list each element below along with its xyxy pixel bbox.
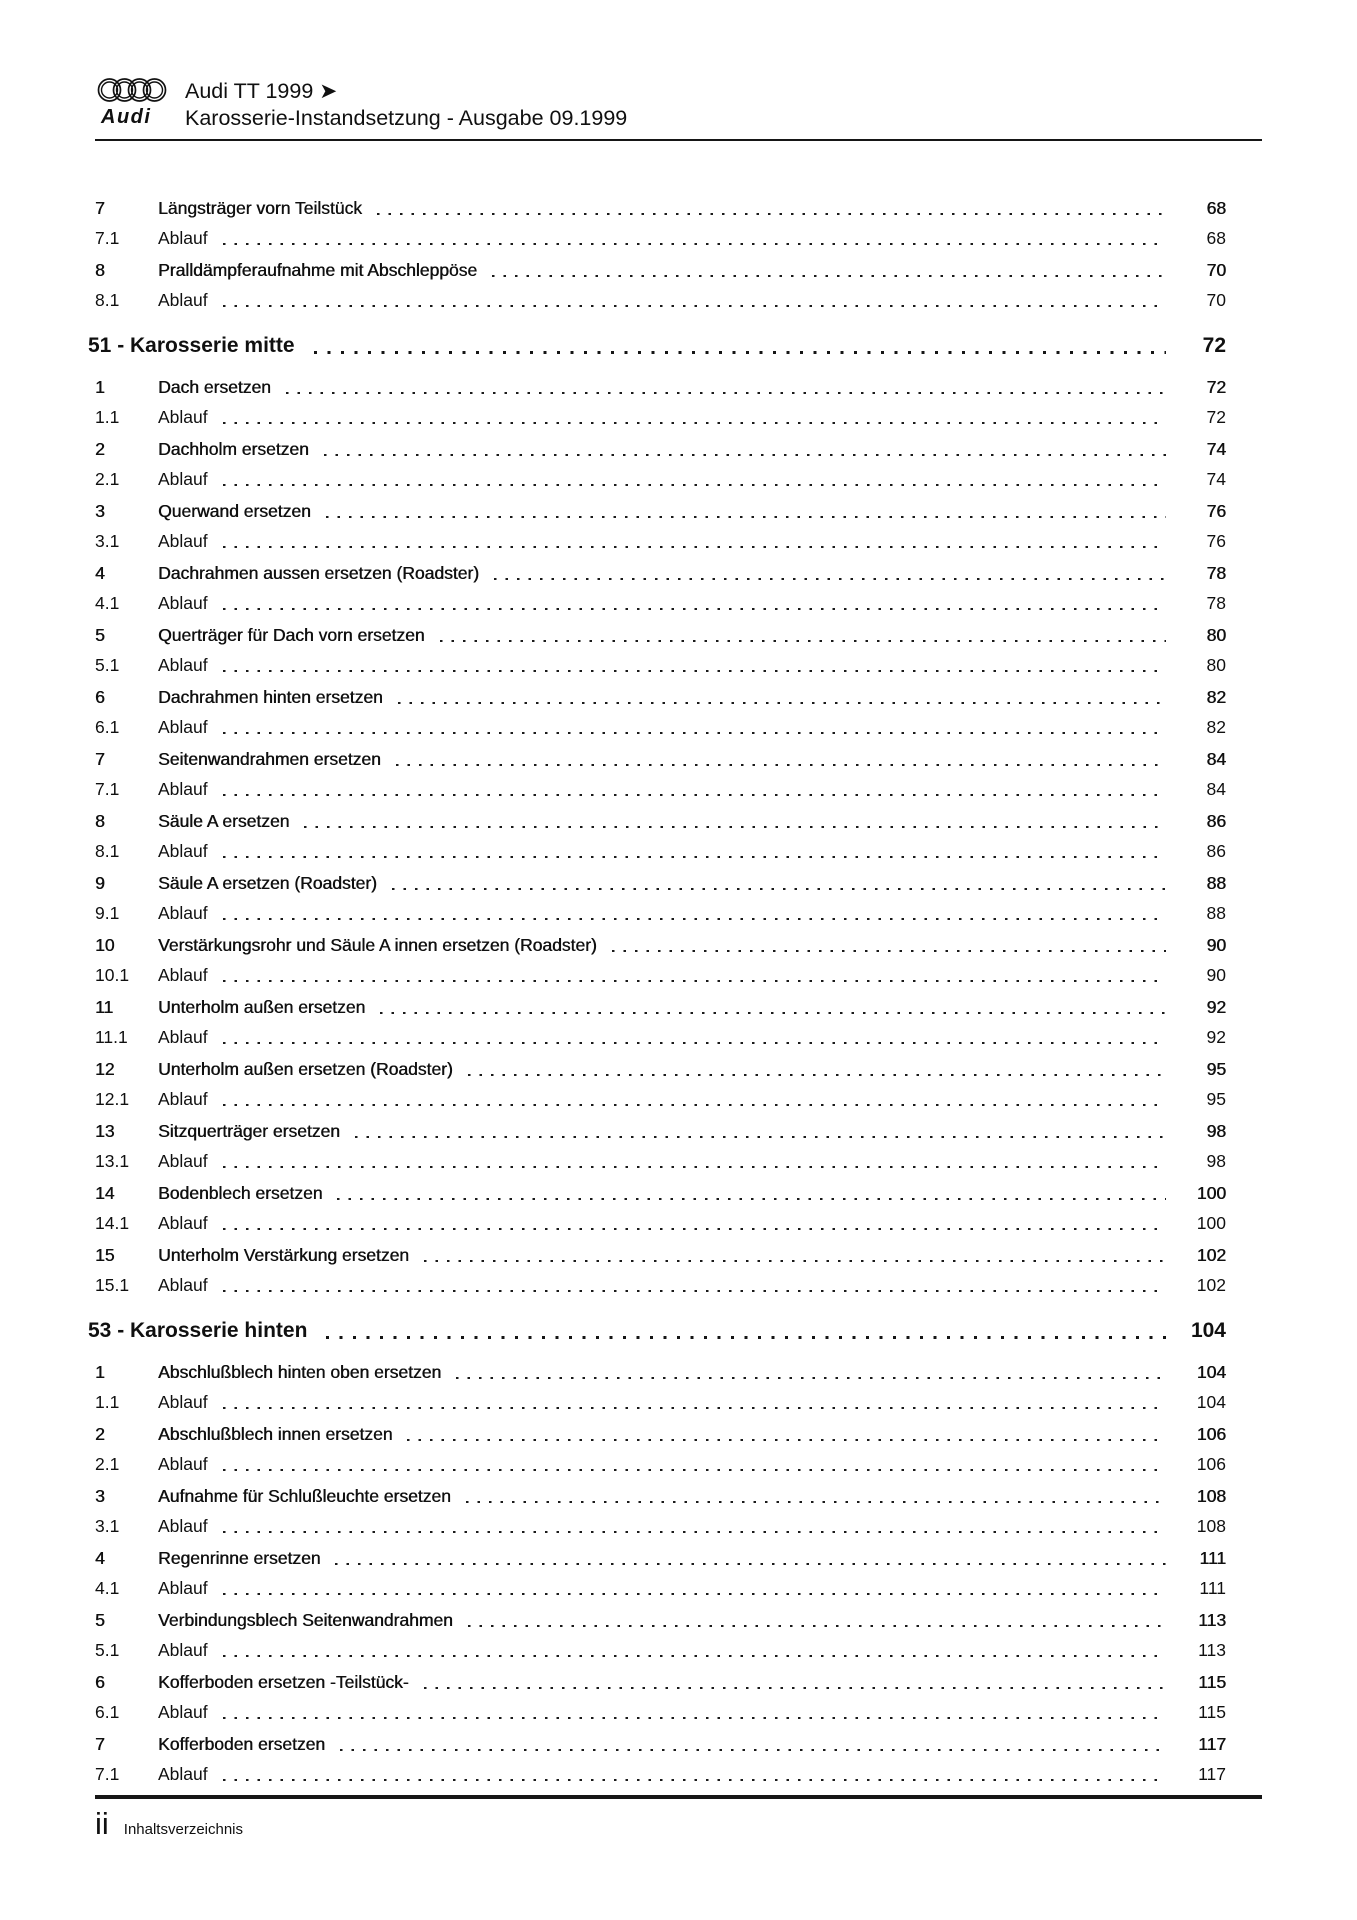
entry-page-number: 84 [1206,749,1226,769]
toc-entry-row [95,1179,1226,1209]
dot-leader [355,1117,1166,1147]
entry-page-number: 72 [1206,406,1226,427]
entry-title: Dach ersetzen [158,377,271,397]
toc-entry-row [95,621,1226,651]
entry-number: 6 [95,687,105,707]
entry-page-number: 102 [1196,1245,1226,1265]
entry-page-number: 117 [1198,1734,1226,1754]
toc-entry-row [95,1668,1226,1698]
entry-title: Ablauf [158,227,208,248]
footer-label: Inhaltsverzeichnis [123,1821,244,1838]
toc-entry-row [95,497,1226,527]
dot-leader [466,1482,1166,1512]
entry-number: 11.1 [95,1026,128,1047]
dot-leader [223,589,1166,619]
entry-page-number: 86 [1206,840,1226,861]
toc-section-heading [88,328,1226,364]
dot-leader [468,1055,1166,1085]
entry-title: Säule A ersetzen (Roadster) [158,873,377,893]
toc-entry-row [95,713,1226,743]
entry-page-number: 95 [1206,1059,1226,1079]
entry-page-number: 80 [1206,654,1226,675]
entry-number: 5.1 [95,654,120,675]
entry-page-number: 86 [1206,811,1226,831]
dot-leader [612,931,1166,961]
toc-entry-row [95,194,1226,224]
entry-number: 12.1 [95,1088,130,1109]
entry-number: 13.1 [95,1150,130,1171]
toc-entry-row [95,1730,1226,1760]
entry-page-number: 82 [1206,716,1226,737]
toc-entry-row [95,1055,1226,1085]
toc-entry-row [95,256,1226,286]
entry-page-number: 104 [1196,1362,1226,1382]
entry-page-number: 68 [1206,227,1226,248]
audi-brand-block [95,76,183,129]
toc-entry-row [95,465,1226,495]
entry-title: Ablauf [158,468,208,489]
entry-page-number: 106 [1196,1453,1226,1474]
dot-leader [223,775,1166,805]
header-title-line: Karosserie-Instandsetzung - Ausgabe 09.1999 [185,106,628,130]
dot-leader [380,993,1166,1023]
toc-entry-row [95,837,1226,867]
toc-entry-row [95,1209,1226,1239]
entry-number: 2 [95,439,105,459]
dot-leader [407,1420,1166,1450]
entry-page-number: 70 [1206,289,1226,310]
entry-title: Bodenblech ersetzen [158,1183,323,1203]
entry-number: 7.1 [95,778,120,799]
entry-page-number: 98 [1206,1121,1226,1141]
footer-page-number: ii [95,1806,109,1841]
entry-number: 15.1 [95,1274,130,1295]
entry-title: Abschlußblech innen ersetzen [158,1424,393,1444]
entry-number: 14.1 [95,1212,130,1233]
toc-entry-row [95,1606,1226,1636]
dot-leader [326,1313,1166,1349]
entry-number: 2 [95,1424,105,1444]
entry-title: Säule A ersetzen [158,811,290,831]
entry-number: 4.1 [95,592,120,613]
entry-number: 3.1 [95,1515,120,1536]
entry-number: 2.1 [95,1453,120,1474]
entry-title: Ablauf [158,902,208,923]
toc-entry-row [95,224,1226,254]
entry-number: 3 [95,1486,105,1506]
entry-title: Ablauf [158,964,208,985]
section-label: 53 - Karosserie hinten [88,1319,308,1342]
toc-entry-row [95,1085,1226,1115]
entry-page-number: 92 [1206,997,1226,1017]
entry-page-number: 106 [1196,1424,1226,1444]
dot-leader [223,286,1166,316]
entry-title: Ablauf [158,1577,208,1598]
entry-number: 1.1 [95,1391,120,1412]
entry-number: 12 [95,1059,115,1079]
dot-leader [326,497,1166,527]
toc-entry-row [95,651,1226,681]
dot-leader [440,621,1166,651]
dot-leader [286,373,1166,403]
entry-number: 15 [95,1245,115,1265]
entry-title: Ablauf [158,1274,208,1295]
toc-entry-row [95,1147,1226,1177]
entry-page-number: 98 [1206,1150,1226,1171]
entry-page-number: 70 [1206,260,1226,280]
entry-number: 5 [95,625,105,645]
toc-entry-row [95,373,1226,403]
table-of-contents [88,194,1262,1789]
entry-title: Kofferboden ersetzen -Teilstück- [158,1672,409,1692]
toc-section-heading [88,1313,1226,1349]
entry-number: 4.1 [95,1577,120,1598]
entry-number: 7 [95,749,105,769]
entry-number: 8.1 [95,840,120,861]
entry-title: Ablauf [158,1088,208,1109]
entry-title: Querwand ersetzen [158,501,311,521]
entry-title: Verbindungsblech Seitenwandrahmen [158,1610,453,1630]
entry-page-number: 76 [1206,501,1226,521]
entry-title: Ablauf [158,654,208,675]
entry-title: Dachrahmen hinten ersetzen [158,687,383,707]
dot-leader [223,713,1166,743]
entry-number: 5 [95,1610,105,1630]
toc-entry-row [95,1450,1226,1480]
entry-title: Unterholm außen ersetzen [158,997,366,1017]
entry-page-number: 111 [1199,1577,1226,1598]
entry-page-number: 88 [1206,873,1226,893]
toc-entry-row [95,683,1226,713]
section-label: 51 - Karosserie mitte [88,334,295,357]
entry-title: Ablauf [158,289,208,310]
dot-leader [223,1388,1166,1418]
dot-leader [223,899,1166,929]
dot-leader [223,1574,1166,1604]
toc-entry-row [95,993,1226,1023]
entry-title: Pralldämpferaufnahme mit Abschleppöse [158,260,478,280]
toc-entry-row [95,1544,1226,1574]
toc-entry-row [95,286,1226,316]
dot-leader [335,1544,1166,1574]
entry-title: Verstärkungsrohr und Säule A innen ersetzen (Roadster) [158,935,597,955]
entry-title: Sitzquerträger ersetzen [158,1121,340,1141]
dot-leader [377,194,1166,224]
toc-entry-row [95,1636,1226,1666]
entry-title: Ablauf [158,1763,208,1784]
dot-leader [337,1179,1166,1209]
entry-title: Abschlußblech hinten oben ersetzen [158,1362,442,1382]
entry-number: 1 [95,1362,105,1382]
entry-title: Unterholm Verstärkung ersetzen [158,1245,409,1265]
dot-leader [223,1760,1166,1790]
toc-entry-row [95,527,1226,557]
entry-page-number: 102 [1196,1274,1226,1295]
toc-entry-row [95,1482,1226,1512]
entry-title: Kofferboden ersetzen [158,1734,326,1754]
dot-leader [223,224,1166,254]
entry-number: 5.1 [95,1639,120,1660]
dot-leader [494,559,1166,589]
entry-number: 8 [95,811,105,831]
toc-entry-row [95,1760,1226,1790]
dot-leader [492,256,1166,286]
entry-number: 3.1 [95,530,120,551]
toc-entry-row [95,807,1226,837]
entry-page-number: 80 [1206,625,1226,645]
page-footer [95,1806,243,1842]
toc-entry-row [95,1241,1226,1271]
toc-entry-row [95,435,1226,465]
toc-entry-row [95,403,1226,433]
dot-leader [340,1730,1166,1760]
entry-page-number: 78 [1206,563,1226,583]
entry-title: Ablauf [158,840,208,861]
entry-title: Ablauf [158,1391,208,1412]
dot-leader [398,683,1166,713]
dot-leader [223,465,1166,495]
toc-entry-row [95,899,1226,929]
toc-entry-row [95,775,1226,805]
entry-title: Dachrahmen aussen ersetzen (Roadster) [158,563,479,583]
entry-number: 6.1 [95,1701,120,1722]
entry-title: Ablauf [158,1701,208,1722]
entry-title: Querträger für Dach vorn ersetzen [158,625,425,645]
section-page-number: 72 [1202,334,1226,357]
entry-page-number: 100 [1196,1212,1226,1233]
toc-entry-row [95,559,1226,589]
entry-title: Ablauf [158,1453,208,1474]
entry-page-number: 90 [1206,935,1226,955]
entry-number: 7.1 [95,1763,120,1784]
entry-number: 8.1 [95,289,120,310]
entry-page-number: 74 [1206,439,1226,459]
entry-title: Seitenwandrahmen ersetzen [158,749,381,769]
toc-entry-row [95,931,1226,961]
entry-title: Ablauf [158,1026,208,1047]
dot-leader [223,1450,1166,1480]
entry-page-number: 111 [1199,1548,1226,1568]
dot-leader [424,1241,1166,1271]
entry-number: 2.1 [95,468,120,489]
dot-leader [223,1512,1166,1542]
toc-entry-row [95,1358,1226,1388]
dot-leader [223,403,1166,433]
entry-title: Ablauf [158,1639,208,1660]
section-page-number: 104 [1190,1319,1226,1342]
entry-number: 11 [95,997,114,1017]
entry-number: 4 [95,1548,105,1568]
entry-title: Regenrinne ersetzen [158,1548,321,1568]
entry-page-number: 108 [1196,1486,1226,1506]
entry-page-number: 113 [1198,1610,1226,1630]
dot-leader [314,328,1166,364]
toc-entry-row [95,1574,1226,1604]
dot-leader [223,1698,1166,1728]
entry-number: 8 [95,260,105,280]
entry-page-number: 76 [1206,530,1226,551]
toc-entry-row [95,961,1226,991]
entry-page-number: 78 [1206,592,1226,613]
entry-number: 7.1 [95,227,120,248]
dot-leader [223,527,1166,557]
dot-leader [223,1023,1166,1053]
entry-page-number: 117 [1198,1763,1226,1784]
entry-page-number: 115 [1198,1701,1226,1722]
toc-entry-row [95,1117,1226,1147]
toc-entry-row [95,1388,1226,1418]
entry-number: 10.1 [95,964,130,985]
entry-number: 1 [95,377,105,397]
entry-page-number: 95 [1206,1088,1226,1109]
dot-leader [468,1606,1166,1636]
entry-number: 9.1 [95,902,120,923]
dot-leader [456,1358,1166,1388]
entry-page-number: 82 [1206,687,1226,707]
dot-leader [223,1085,1166,1115]
dot-leader [324,435,1166,465]
entry-title: Ablauf [158,716,208,737]
entry-page-number: 84 [1206,778,1226,799]
audi-wordmark: Audi [101,106,152,128]
entry-page-number: 108 [1196,1515,1226,1536]
toc-entry-row [95,1512,1226,1542]
entry-number: 7 [95,1734,105,1754]
entry-title: Unterholm außen ersetzen (Roadster) [158,1059,453,1079]
entry-title: Ablauf [158,1515,208,1536]
toc-entry-row [95,869,1226,899]
entry-page-number: 100 [1196,1183,1226,1203]
entry-title: Ablauf [158,406,208,427]
dot-leader [304,807,1166,837]
toc-entry-row [95,589,1226,619]
entry-page-number: 74 [1206,468,1226,489]
toc-entry-row [95,745,1226,775]
dot-leader [223,651,1166,681]
entry-title: Ablauf [158,592,208,613]
entry-title: Ablauf [158,530,208,551]
entry-number: 14 [95,1183,115,1203]
dot-leader [223,1147,1166,1177]
entry-page-number: 92 [1206,1026,1226,1047]
entry-page-number: 68 [1206,198,1226,218]
entry-number: 7 [95,198,105,218]
entry-number: 1.1 [95,406,120,427]
toc-entry-row [95,1023,1226,1053]
audi-rings-icon [97,76,167,106]
entry-title: Ablauf [158,778,208,799]
entry-title: Längsträger vorn Teilstück [158,198,362,218]
dot-leader [396,745,1166,775]
entry-title: Ablauf [158,1150,208,1171]
entry-number: 9 [95,873,105,893]
header-rule [95,139,1262,141]
footer-rule [95,1795,1262,1799]
entry-title: Aufnahme für Schlußleuchte ersetzen [158,1486,451,1506]
entry-page-number: 113 [1198,1639,1226,1660]
entry-title: Dachholm ersetzen [158,439,309,459]
entry-number: 6 [95,1672,105,1692]
dot-leader [223,1209,1166,1239]
entry-page-number: 115 [1198,1672,1226,1692]
dot-leader [424,1668,1166,1698]
entry-title: Ablauf [158,1212,208,1233]
toc-entry-row [95,1420,1226,1450]
entry-number: 6.1 [95,716,120,737]
entry-number: 13 [95,1121,115,1141]
dot-leader [223,1636,1166,1666]
entry-number: 3 [95,501,105,521]
toc-entry-row [95,1271,1226,1301]
dot-leader [392,869,1166,899]
entry-number: 10 [95,935,115,955]
header-model-line: Audi TT 1999 ➤ [185,79,338,103]
dot-leader [223,837,1166,867]
entry-page-number: 88 [1206,902,1226,923]
dot-leader [223,1271,1166,1301]
entry-page-number: 104 [1196,1391,1226,1412]
page-header [95,0,1262,132]
toc-entry-row [95,1698,1226,1728]
entry-number: 4 [95,563,105,583]
entry-page-number: 72 [1206,377,1226,397]
entry-page-number: 90 [1206,964,1226,985]
dot-leader [223,961,1166,991]
